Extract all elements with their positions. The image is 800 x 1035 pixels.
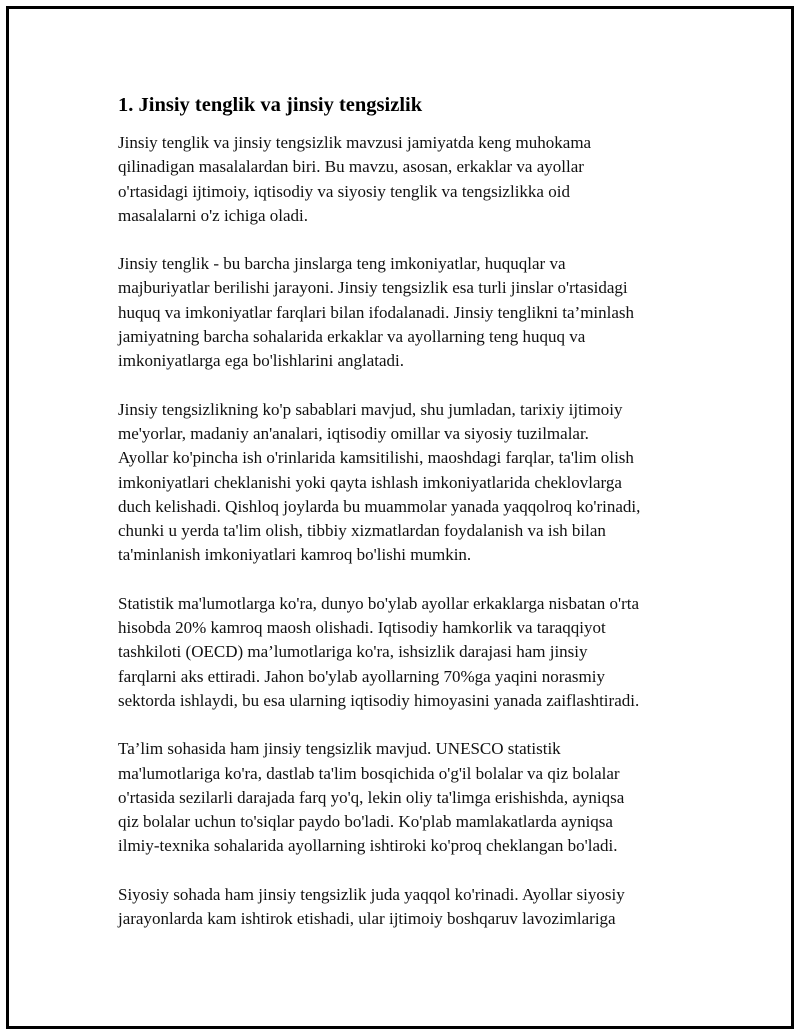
text-line: ilmiy-texnika sohalarida ayollarning ishtiroki ko'proq cheklangan bo'ladi. [118,836,618,856]
text-line: Ta’lim sohasida ham jinsiy tengsizlik mavjud. UNESCO statistik [118,739,561,759]
text-line: Jinsiy tenglik va jinsiy tengsizlik mavzusi jamiyatda keng muhokama [118,133,592,152]
paragraph-definition [118,252,698,373]
text-line: farqlarni aks ettiradi. Jahon bo'ylab ayollarning 70%ga yaqini norasmiy [118,666,605,686]
text-line: Jinsiy tenglik - bu barcha jinslarga teng imkoniyatlar, huquqlar va [118,254,566,274]
text-line: imkoniyatlarga ega bo'lishlarini anglatadi. [118,351,405,371]
text-line: qiz bolalar uchun to'siqlar paydo bo'ladi. Ko'plab mamlakatlarda ayniqsa [118,812,613,832]
text-line: qilinadigan masalalardan biri. Bu mavzu, asosan, erkaklar va ayollar [118,157,584,177]
text-line: imkoniyatlari cheklanishi yoki qayta ishlash imkoniyatlarida cheklovlarga [118,472,622,492]
text-line: majburiyatlar berilishi jarayoni. Jinsiy tengsizlik esa turli jinslar o'rtasidagi [118,278,628,298]
text-line: o'rtasidagi ijtimoiy, iqtisodiy va siyosiy tenglik va tengsizlikka oid [118,181,570,201]
text-line: huquq va imkoniyatlar farqlari bilan ifodalanadi. Jinsiy tenglikni ta’minlash [118,302,635,322]
text-line: Siyosiy sohada ham jinsiy tengsizlik juda yaqqol ko'rinadi. Ayollar siyosiy [118,884,625,904]
text-line: tashkiloti (OECD) ma’lumotlariga ko'ra, ishsizlik darajasi ham jinsiy [118,642,588,662]
text-line: chunki u yerda ta'lim olish, tibbiy xizmatlardan foydalanish va ish bilan [118,521,606,541]
text-line: hisobda 20% kamroq maosh olishadi. Iqtisodiy hamkorlik va taraqqiyot [118,618,606,638]
paragraph-statistics [118,592,698,713]
text-line: me'yorlar, madaniy an'analari, iqtisodiy omillar va siyosiy tuzilmalar. [118,423,589,443]
text-line: ta'minlanish imkoniyatlari kamroq bo'lishi mumkin. [118,545,472,565]
text-line: o'rtasida sezilarli darajada farq yo'q, lekin oliy ta'limga erishishda, ayniqsa [118,787,625,807]
text-line: Statistik ma'lumotlarga ko'ra, dunyo bo'ylab ayollar erkaklarga nisbatan o'rta [118,593,640,613]
document-body [118,92,698,955]
text-line: masalalarni o'z ichiga oladi. [118,205,308,225]
text-line: Jinsiy tengsizlikning ko'p sabablari mavjud, shu jumladan, tarixiy ijtimoiy [118,399,623,419]
text-line: jamiyatning barcha sohalarida erkaklar va ayollarning teng huquq va [118,327,586,347]
text-line: Ayollar ko'pincha ish o'rinlarida kamsitilishi, maoshdagi farqlar, ta'lim olish [118,448,634,468]
section-heading: 1. Jinsiy tenglik va jinsiy tengsizlik [118,94,423,116]
paragraph-intro [118,131,698,228]
text-line: sektorda ishlaydi, bu esa ularning iqtisodiy himoyasini yanada zaiflashtiradi. [118,690,640,710]
text-line: duch kelishadi. Qishloq joylarda bu muammolar yanada yaqqolroq ko'rinadi, [118,496,641,516]
paragraph-causes [118,398,698,568]
text-line: ma'lumotlariga ko'ra, dastlab ta'lim bosqichida o'g'il bolalar va qiz bolalar [118,763,620,783]
paragraph-politics [118,883,698,932]
paragraph-education [118,737,698,858]
text-line: jarayonlarda kam ishtirok etishadi, ular ijtimoiy boshqaruv lavozimlariga [118,909,616,929]
